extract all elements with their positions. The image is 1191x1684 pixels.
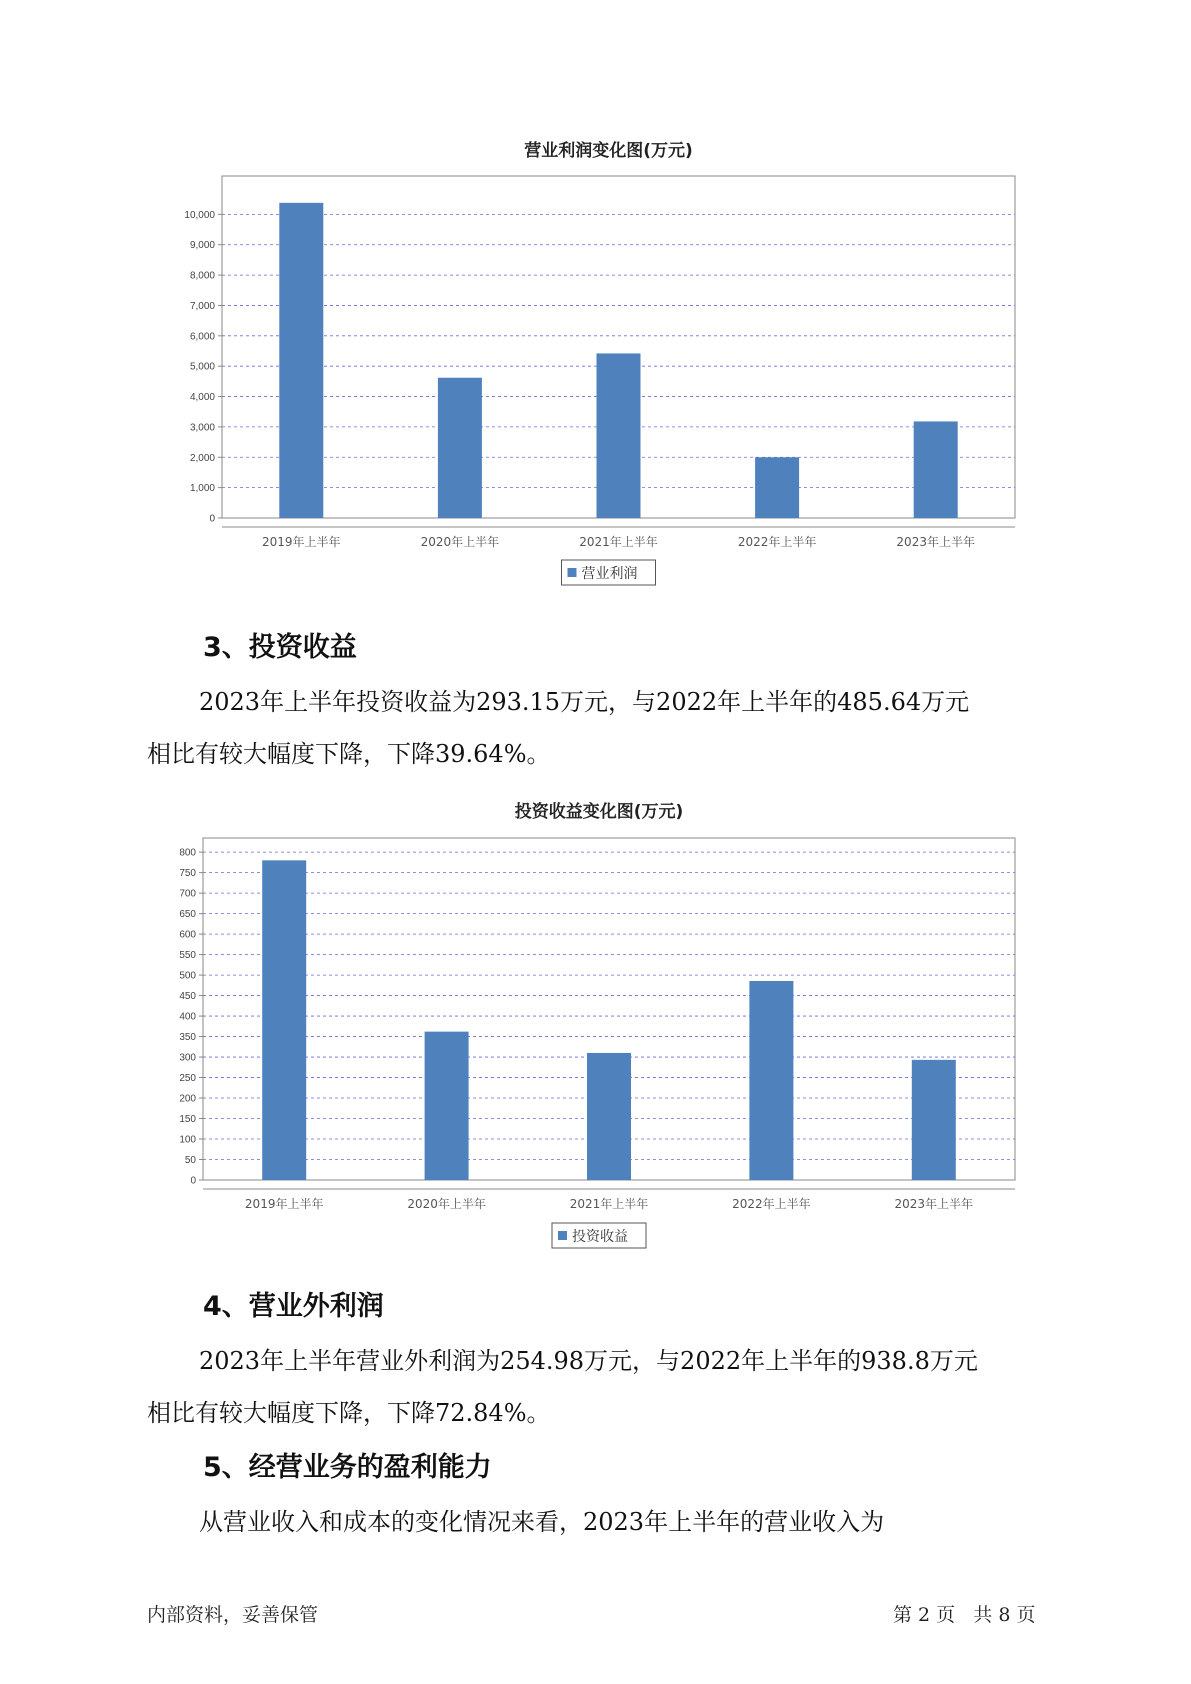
section-5-paragraph [147, 1496, 1067, 1548]
y-tick-label: 450 [179, 991, 196, 1003]
section-3-heading: 3、投资收益 [203, 632, 357, 663]
y-tick-label: 10,000 [184, 209, 215, 221]
bar-3 [587, 1053, 631, 1180]
y-tick-label: 100 [179, 1134, 196, 1146]
section-4-line-1: 2023年上半年营业外利润为254.98万元，与2022年上半年的938.8万元 [199, 1347, 978, 1375]
legend-swatch [568, 568, 577, 577]
bar-1 [279, 203, 323, 518]
y-tick-label: 0 [190, 1175, 196, 1187]
y-tick-label: 750 [179, 868, 196, 880]
section-3-line-1: 2023年上半年投资收益为293.15万元，与2022年上半年的485.64万元 [199, 688, 970, 716]
y-tick-label: 400 [179, 1011, 196, 1023]
x-tick-label: 2023年上半年 [896, 535, 975, 549]
bar-3 [597, 353, 641, 518]
section-5-heading: 5、经营业务的盈利能力 [203, 1452, 492, 1483]
section-4-paragraph [147, 1335, 1067, 1439]
chart-title: 投资收益变化图(万元) [514, 802, 684, 822]
section-4-line-2: 相比有较大幅度下降，下降72.84%。 [147, 1399, 551, 1427]
y-tick-label: 600 [179, 929, 196, 941]
bar-1 [262, 860, 306, 1180]
y-tick-label: 800 [179, 847, 196, 859]
bar-4 [749, 981, 793, 1180]
y-tick-label: 500 [179, 970, 196, 982]
investment-income-chart [0, 793, 1191, 1253]
y-tick-label: 2,000 [189, 452, 215, 464]
investment-income-chart-svg [0, 793, 1191, 1253]
chart-title: 营业利润变化图(万元) [524, 141, 693, 161]
x-tick-label: 2022年上半年 [737, 535, 817, 549]
legend-swatch [558, 1231, 567, 1240]
y-tick-label: 150 [179, 1114, 196, 1126]
bar-2 [438, 378, 482, 518]
y-tick-label: 7,000 [189, 300, 215, 312]
y-tick-label: 50 [184, 1155, 196, 1167]
section-3-line-2: 相比有较大幅度下降，下降39.64%。 [147, 740, 551, 768]
x-tick-label: 2021年上半年 [579, 535, 658, 549]
legend-label: 投资收益 [572, 1229, 628, 1245]
section-5-line-1: 从营业收入和成本的变化情况来看，2023年上半年的营业收入为 [199, 1508, 885, 1536]
x-tick-label: 2021年上半年 [569, 1197, 649, 1211]
x-tick-label: 2022年上半年 [732, 1197, 811, 1211]
chart-legend [552, 1223, 646, 1248]
bar-4 [755, 457, 799, 518]
y-tick-label: 250 [179, 1073, 196, 1085]
section-4-heading: 4、营业外利润 [203, 1291, 384, 1322]
y-tick-label: 5,000 [189, 361, 215, 373]
x-tick-label: 2023年上半年 [894, 1197, 974, 1211]
y-tick-label: 8,000 [189, 270, 215, 282]
y-tick-label: 200 [179, 1093, 196, 1105]
footer-confidential-note: 内部资料，妥善保管 [147, 1604, 319, 1626]
y-tick-label: 4,000 [189, 392, 215, 404]
y-tick-label: 3,000 [189, 422, 215, 434]
y-tick-label: 300 [179, 1052, 196, 1064]
y-tick-label: 1,000 [189, 483, 215, 495]
x-tick-label: 2020年上半年 [420, 535, 500, 549]
y-tick-label: 700 [179, 888, 196, 900]
y-tick-label: 0 [209, 513, 215, 525]
y-tick-label: 550 [179, 950, 196, 962]
footer-page-number: 第 2 页 共 8 页 [893, 1604, 1036, 1626]
y-tick-label: 9,000 [189, 240, 215, 252]
y-tick-label: 650 [179, 909, 196, 921]
x-tick-label: 2019年上半年 [262, 535, 341, 549]
bar-5 [912, 1060, 956, 1180]
legend-label: 营业利润 [581, 566, 638, 582]
y-tick-label: 350 [179, 1032, 196, 1044]
bar-5 [914, 421, 958, 518]
x-tick-label: 2020年上半年 [407, 1197, 486, 1211]
section-3-paragraph [147, 676, 1067, 780]
operating-profit-chart [0, 130, 1191, 590]
y-tick-label: 6,000 [189, 331, 215, 343]
chart-legend [562, 560, 656, 585]
x-tick-label: 2019年上半年 [244, 1197, 324, 1211]
bar-2 [425, 1032, 469, 1180]
operating-profit-chart-svg [0, 130, 1191, 590]
